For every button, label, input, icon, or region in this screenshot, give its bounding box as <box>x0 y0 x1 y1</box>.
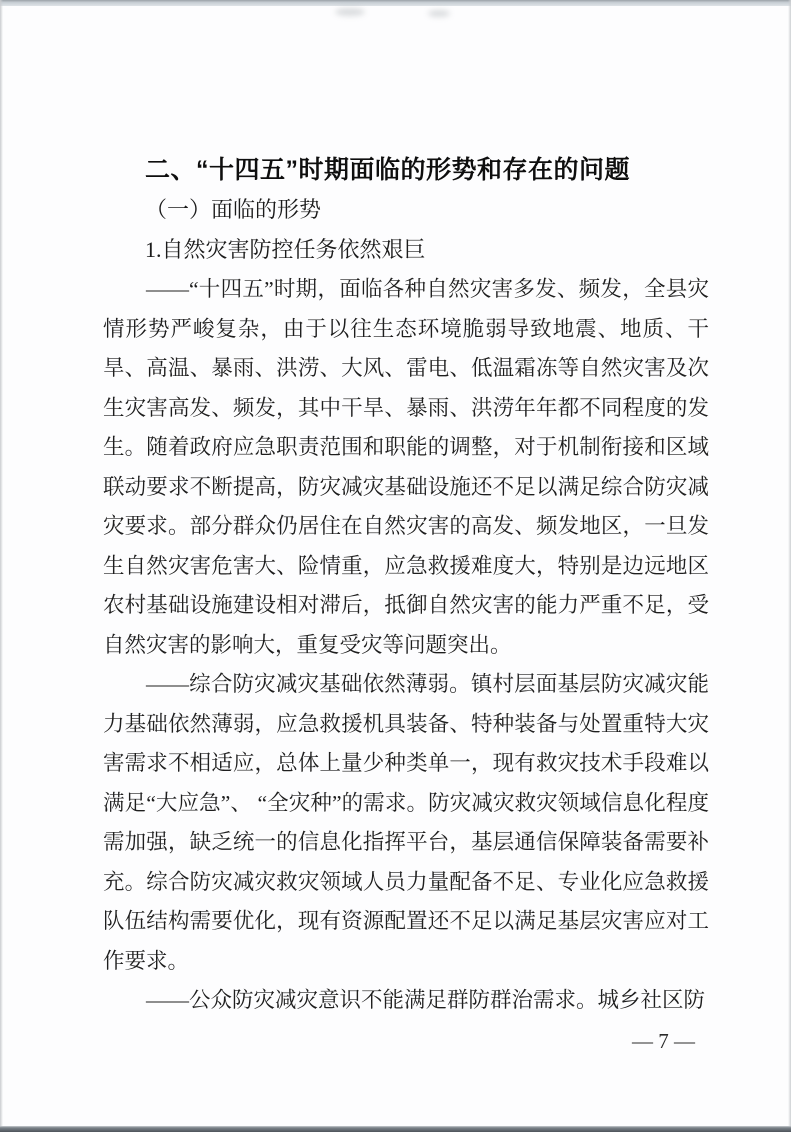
paragraph-weak-foundation: ——综合防灾减灾基础依然薄弱。镇村层面基层防灾减灾能力基础依然薄弱，应急救援机具装备、特种装备与处置重特大灾害需求不相适应，总体上量少种类单一，现有救灾技术手段难以满足“大应急”、 “全灾种”的需求。防灾减灾救灾领域信息化程度需加强，缺乏统一的信息化指挥平台，基层通信保障装备需要补充。综合防灾减灾救灾领域人员力量配备不足、专业化应急救援队伍结构需要优化，现有资源配置还不足以满足基层灾害应对工作要求。 <box>103 672 709 973</box>
section-title: 二、“十四五”时期面临的形势和存在的问题 <box>145 156 631 184</box>
numbered-subsection-title: 1.自然灾害防控任务依然艰巨 <box>145 237 426 262</box>
paragraph-public-awareness: ——公众防灾减灾意识不能满足群防群治需求。城乡社区防 <box>146 988 706 1012</box>
page-number: — 7 — <box>632 1028 695 1053</box>
paragraph-natural-disaster-situation: ——“十四五”时期，面临各种自然灾害多发、频发，全县灾情形势严峻复杂，由于以往生态环境脆弱导致地震、地质、干旱、高温、暴雨、洪涝、大风、雷电、低温霜冻等自然灾害及次生灾害高发、频发，其中干旱、暴雨、洪涝年年都不同程度的发生。随着政府应急职责范围和职能的调整，对于机制衔接和区域联动要求不断提高，防灾减灾基础设施还不足以满足综合防灾减灾要求。部分群众仍居住在自然灾害的高发、频发地区，一旦发生自然灾害危害大、险情重，应急救援难度大，特别是边远地区农村基础设施建设相对滞后，抵御自然灾害的能力严重不足，受自然灾害的影响大，重复受灾等问题突出。 <box>103 277 709 657</box>
scan-artifact <box>428 10 450 17</box>
scan-edge-top <box>0 0 791 6</box>
scan-edge-bottom <box>0 1126 791 1132</box>
document-body <box>103 150 709 1061</box>
scan-artifact <box>335 8 365 16</box>
scan-edge-left <box>0 0 3 1132</box>
subsection-title: （一）面临的形势 <box>145 197 322 222</box>
